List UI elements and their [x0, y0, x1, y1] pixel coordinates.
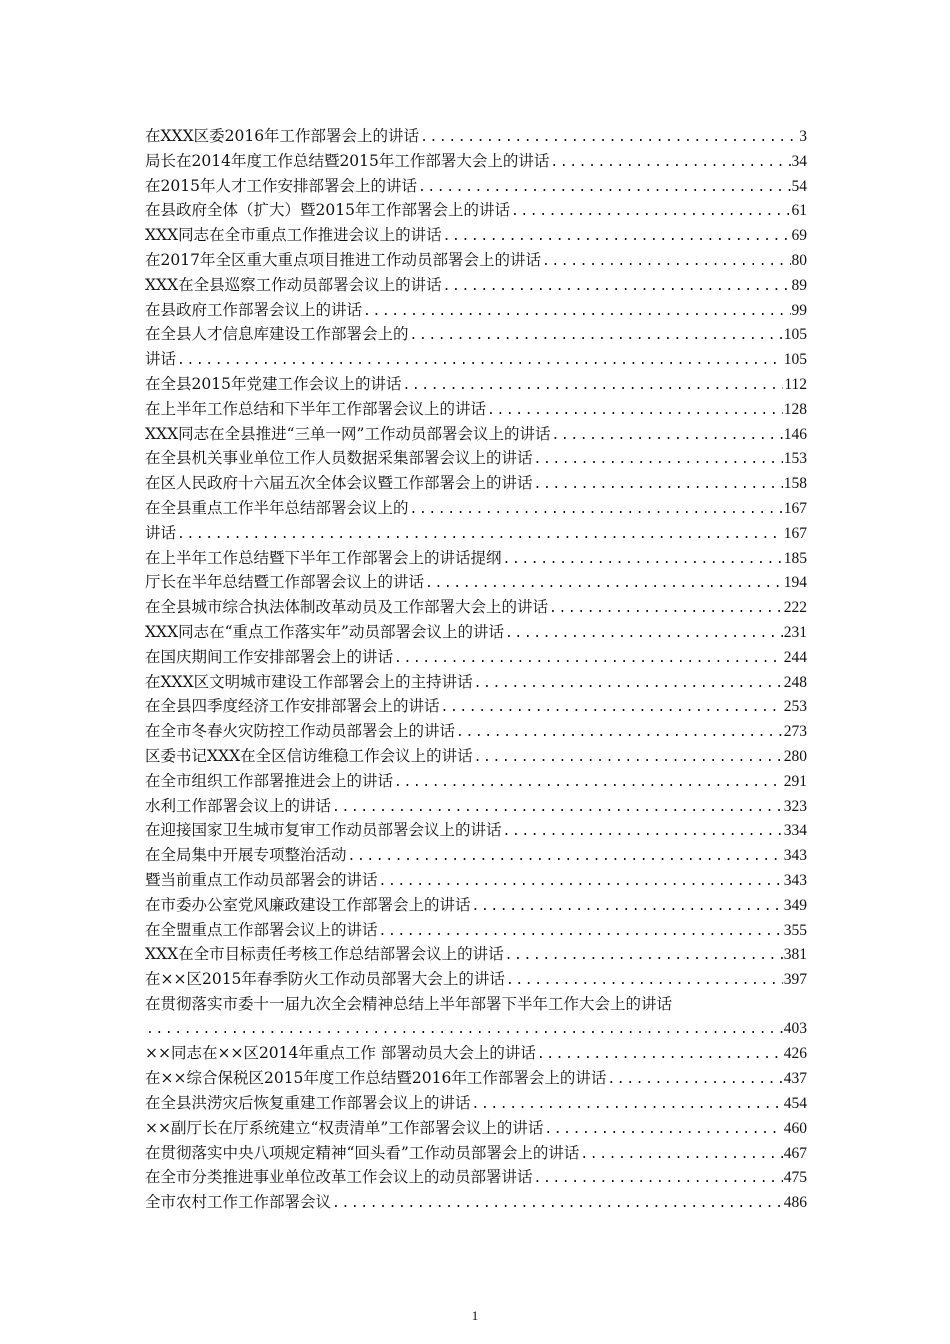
toc-leader-dots	[503, 820, 783, 843]
toc-leader-dots	[534, 1167, 783, 1190]
toc-entry-title: ××副厅长在厅系统建立“权责清单”工作部署会议上的讲话	[145, 1118, 544, 1137]
toc-entry-title: 在全市冬春火灾防控工作动员部署会上的讲话	[145, 722, 456, 741]
toc-entry-title: 在全县洪涝灾后恢复重建工作部署会议上的讲话	[145, 1094, 471, 1113]
toc-leader-dots	[505, 622, 783, 645]
toc-entry-title: 全市农村工作工作部署会议	[145, 1193, 332, 1212]
toc-entry-title: 讲话	[145, 523, 177, 542]
toc-leader-dots	[534, 448, 783, 471]
toc-entry-title: 讲话	[145, 350, 177, 369]
toc-entry[interactable]	[145, 918, 807, 943]
toc-entry-title: 在县政府工作部署会议上的讲话	[145, 300, 363, 319]
toc-entry-page: 231	[783, 623, 807, 641]
toc-leader-dots	[549, 597, 783, 620]
toc-leader-dots	[348, 845, 783, 868]
toc-leader-dots	[425, 572, 783, 595]
toc-entry-page: 34	[791, 152, 807, 170]
toc-entry[interactable]	[145, 347, 807, 372]
toc-entry-title: 在市委办公室党风廉政建设工作部署会上的讲话	[145, 895, 471, 914]
table-of-contents	[145, 124, 807, 1215]
toc-entry[interactable]	[145, 942, 807, 967]
toc-entry-page: 3	[799, 128, 807, 145]
toc-entry-page: 334	[783, 822, 807, 840]
toc-entry-title: 在XXX区文明城市建设工作部署会上的主持讲话	[145, 672, 473, 691]
toc-entry-title: 局长在2014年度工作总结暨2015年工作部署大会上的讲话	[145, 151, 550, 170]
toc-entry-page: 61	[791, 202, 807, 220]
toc-entry-title: 区委书记XXX在全区信访维稳工作会议上的讲话	[145, 746, 473, 765]
toc-leader-dots	[418, 176, 791, 199]
toc-leader-dots	[472, 1093, 783, 1116]
toc-entry-title: XXX在全县巡察工作动员部署会议上的讲话	[145, 275, 442, 294]
toc-leader-dots	[394, 771, 783, 794]
toc-entry[interactable]	[145, 446, 807, 471]
toc-entry[interactable]	[145, 1091, 807, 1116]
toc-entry-page: 222	[783, 599, 807, 617]
toc-entry-title: 在2015年人才工作安排部署会上的讲话	[145, 176, 417, 195]
toc-entry[interactable]	[145, 694, 807, 719]
toc-leader-dots	[410, 324, 783, 347]
toc-entry-page: 167	[783, 524, 807, 542]
toc-entry-page: 69	[791, 227, 807, 245]
toc-leader-dots	[474, 672, 783, 695]
toc-entry-page: 253	[783, 698, 807, 716]
toc-entry[interactable]	[145, 174, 807, 199]
toc-entry[interactable]	[145, 521, 807, 546]
toc-entry[interactable]	[145, 422, 807, 447]
toc-entry-title: XXX同志在全市重点工作推进会议上的讲话	[145, 226, 442, 245]
toc-entry-page: 291	[783, 772, 807, 790]
toc-entry[interactable]	[145, 1141, 807, 1166]
toc-leader-dots	[544, 1118, 782, 1141]
toc-leader-dots	[506, 969, 783, 992]
toc-entry-page: 280	[783, 747, 807, 765]
toc-entry-title: 在县政府全体（扩大）暨2015年工作部署会上的讲话	[145, 201, 510, 220]
toc-entry[interactable]	[145, 298, 807, 323]
toc-entry-title: 在全县城市综合执法体制改革动员及工作部署大会上的讲话	[145, 598, 549, 617]
toc-leader-dots	[580, 1143, 782, 1166]
toc-leader-dots	[443, 225, 791, 248]
toc-entry[interactable]	[145, 1066, 807, 1091]
toc-leader-dots	[472, 895, 783, 918]
toc-entry[interactable]	[145, 843, 807, 868]
toc-leader-dots	[177, 523, 783, 546]
toc-entry-page: 323	[783, 797, 807, 815]
toc-entry-title: 在××区2015年春季防火工作动员部署大会上的讲话	[145, 970, 505, 989]
toc-entry-page: 146	[783, 425, 807, 443]
toc-entry-page: 343	[783, 847, 807, 865]
toc-leader-dots	[511, 200, 791, 223]
toc-entry[interactable]	[145, 893, 807, 918]
toc-leader-dots	[332, 796, 783, 819]
toc-entry-page: 244	[783, 648, 807, 666]
toc-entry-page: 437	[783, 1070, 807, 1088]
toc-entry[interactable]	[145, 1190, 807, 1215]
toc-entry-title: 在全县机关事业单位工作人员数据采集部署会议上的讲话	[145, 449, 533, 468]
toc-entry-title: 在2017年全区重大重点项目推进工作动员部署会上的讲话	[145, 250, 541, 269]
toc-leader-dots	[394, 647, 783, 670]
toc-entry-title: 在贯彻落实中央八项规定精神“回头看”工作动员部署会上的讲话	[145, 1143, 580, 1162]
toc-leader-dots	[332, 1192, 783, 1215]
toc-entry-title: 在××综合保税区2015年度工作总结暨2016年工作部署会上的讲话	[145, 1069, 607, 1088]
toc-entry[interactable]	[145, 1116, 807, 1141]
toc-entry-title: 在全市组织工作部署推进会上的讲话	[145, 771, 394, 790]
toc-leader-dots	[542, 250, 791, 273]
toc-entry[interactable]	[145, 595, 807, 620]
toc-entry[interactable]	[145, 124, 807, 149]
toc-entry-page: 397	[783, 971, 807, 989]
toc-entry[interactable]	[145, 670, 807, 695]
toc-entry-page: 89	[791, 276, 807, 294]
toc-entry[interactable]	[145, 719, 807, 744]
toc-entry-title: ××同志在××区2014年重点工作 部署动员大会上的讲话	[145, 1044, 536, 1063]
toc-entry-page: 467	[783, 1144, 807, 1162]
toc-entry[interactable]	[145, 198, 807, 223]
toc-entry-title: XXX同志在“重点工作落实年”动员部署会议上的讲话	[145, 622, 504, 641]
toc-entry-page: 158	[783, 475, 807, 493]
toc-leader-dots	[379, 870, 783, 893]
toc-entry-page: 99	[791, 301, 807, 319]
toc-entry-title: XXX同志在全县推进“三单一网”工作动员部署会议上的讲话	[145, 424, 551, 443]
toc-entry[interactable]	[145, 248, 807, 273]
toc-leader-dots	[505, 944, 783, 967]
toc-entry[interactable]	[145, 372, 807, 397]
toc-entry-page: 426	[783, 1045, 807, 1063]
toc-entry[interactable]	[145, 818, 807, 843]
toc-entry-page: 381	[783, 946, 807, 964]
toc-leader-dots	[537, 1043, 783, 1066]
toc-entry-page: 105	[783, 351, 807, 369]
toc-entry-title: 在XXX区委2016年工作部署会上的讲话	[145, 127, 420, 145]
toc-leader-dots	[503, 548, 783, 571]
toc-entry[interactable]	[145, 570, 807, 595]
toc-entry[interactable]	[145, 794, 807, 819]
toc-entry-page: 349	[783, 896, 807, 914]
toc-entry-page: 194	[783, 574, 807, 592]
toc-leader-dots	[363, 300, 790, 323]
toc-entry-page: 486	[783, 1194, 807, 1212]
toc-leader-dots	[441, 696, 783, 719]
toc-entry-page: 248	[783, 673, 807, 691]
toc-entry-page: 475	[783, 1169, 807, 1187]
toc-leader-dots	[534, 473, 783, 496]
toc-entry[interactable]	[145, 546, 807, 571]
toc-leader-dots	[410, 498, 783, 521]
toc-entry[interactable]	[145, 149, 807, 174]
toc-entry[interactable]	[145, 1017, 807, 1042]
toc-entry-page: 343	[783, 871, 807, 889]
toc-entry[interactable]	[145, 1041, 807, 1066]
toc-entry-page: 54	[791, 177, 807, 195]
toc-entry-title: 在上半年工作总结和下半年工作部署会议上的讲话	[145, 399, 487, 418]
toc-leader-dots	[402, 374, 783, 397]
toc-entry-page: 167	[783, 499, 807, 517]
toc-leader-dots	[607, 1068, 782, 1091]
toc-entry-page: 112	[784, 375, 807, 393]
toc-entry[interactable]	[145, 744, 807, 769]
toc-entry[interactable]	[145, 322, 807, 347]
toc-entry-page: 80	[791, 251, 807, 269]
toc-leader-dots	[550, 151, 790, 174]
toc-leader-dots	[474, 746, 783, 769]
toc-entry[interactable]	[145, 223, 807, 248]
toc-entry[interactable]	[145, 397, 807, 422]
toc-entry[interactable]	[145, 645, 807, 670]
toc-entry-title: 在全县四季度经济工作安排部署会上的讲话	[145, 697, 440, 716]
page-number: 1	[471, 1308, 479, 1323]
toc-entry-page: 273	[783, 723, 807, 741]
toc-entry-page: 403	[783, 1019, 807, 1037]
toc-entry-page: 460	[783, 1119, 807, 1137]
toc-entry-title: 在全局集中开展专项整治活动	[145, 846, 347, 865]
toc-leader-dots	[456, 721, 783, 744]
toc-entry-title: 在全县重点工作半年总结部署会议上的	[145, 498, 409, 517]
toc-entry[interactable]	[145, 471, 807, 496]
toc-entry-title: XXX在全市目标责任考核工作总结部署会议上的讲话	[145, 945, 504, 964]
toc-entry-title: 暨当前重点工作动员部署会的讲话	[145, 870, 378, 889]
toc-leader-dots	[551, 424, 782, 447]
toc-entry[interactable]	[145, 496, 807, 521]
toc-leader-dots	[177, 349, 783, 372]
toc-leader-dots	[379, 920, 783, 943]
toc-leader-dots	[487, 399, 783, 422]
toc-entry-page: 153	[783, 450, 807, 468]
toc-entry[interactable]	[145, 992, 807, 1017]
toc-leader-dots	[146, 1018, 783, 1042]
toc-leader-dots	[420, 126, 798, 149]
toc-entry-title: 厅长在半年总结暨工作部署会议上的讲话	[145, 573, 425, 592]
toc-entry[interactable]	[145, 967, 807, 992]
toc-entry-title: 在贯彻落实市委十一届九次全会精神总结上半年部署下半年工作大会上的讲话	[145, 994, 673, 1013]
toc-entry[interactable]	[145, 868, 807, 893]
toc-entry[interactable]	[145, 273, 807, 298]
toc-entry-title: 在全县人才信息库建设工作部署会上的	[145, 325, 409, 344]
toc-entry-title: 在国庆期间工作安排部署会上的讲话	[145, 647, 394, 666]
toc-entry-title: 在上半年工作总结暨下半年工作部署会上的讲话提纲	[145, 548, 502, 567]
toc-entry-page: 105	[783, 326, 807, 344]
toc-entry-page: 185	[783, 549, 807, 567]
toc-entry-page: 454	[783, 1095, 807, 1113]
toc-entry[interactable]	[145, 620, 807, 645]
toc-entry[interactable]	[145, 1165, 807, 1190]
toc-entry[interactable]	[145, 769, 807, 794]
toc-entry-page: 355	[783, 921, 807, 939]
toc-entry-title: 在全市分类推进事业单位改革工作会议上的动员部署讲话	[145, 1168, 533, 1187]
toc-leader-dots	[443, 275, 791, 298]
toc-entry-title: 在全县2015年党建工作会议上的讲话	[145, 374, 402, 393]
toc-entry-title: 在区人民政府十六届五次全体会议暨工作部署会上的讲话	[145, 474, 533, 493]
toc-entry-title: 水利工作部署会议上的讲话	[145, 796, 332, 815]
toc-entry-title: 在全盟重点工作部署会议上的讲话	[145, 920, 378, 939]
toc-entry-title: 在迎接国家卫生城市复审工作动员部署会议上的讲话	[145, 821, 502, 840]
toc-entry-page: 128	[783, 400, 807, 418]
